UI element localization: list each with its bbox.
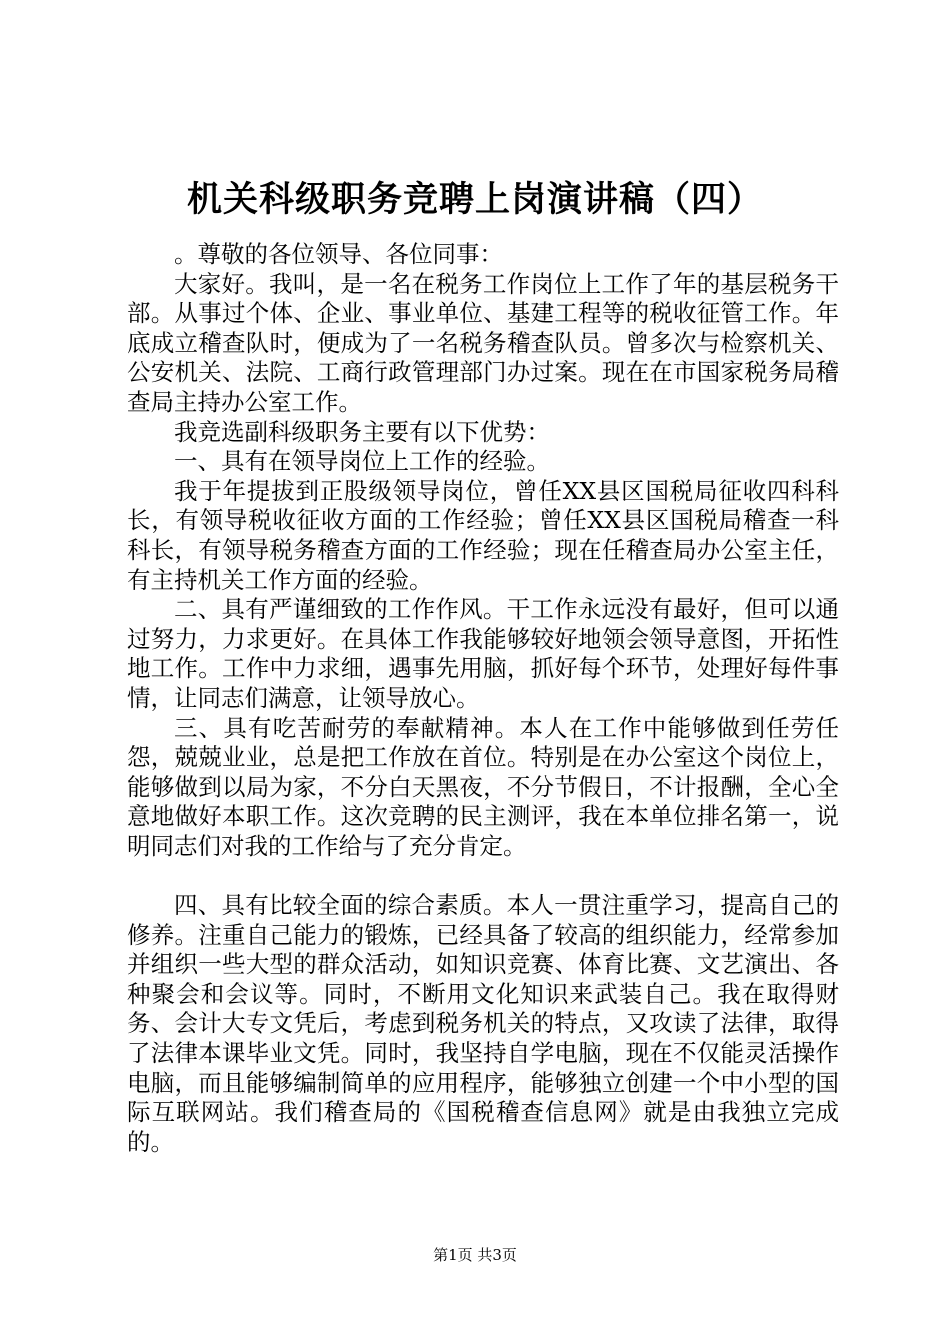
greeting-paragraph: 。尊敬的各位领导、各位同事：	[174, 240, 503, 268]
advantage-two-paragraph: 二、具有严谨细致的工作作风。干工作永远没有最好，但可以通过努力，力求更好。在具体工作我能够较好地领会领导意图，开拓性地工作。工作中力求细，遇事先用脑，抓好每个环节，处理好每件事情，让同志们满意，让领导放心。	[127, 595, 839, 712]
advantage-four-paragraph: 四、具有比较全面的综合素质。本人一贯注重学习，提高自己的修养。注重自己能力的锻炼，已经具备了较高的组织能力，经常参加并组织一些大型的群众活动，如知识竞赛、体育比赛、文艺演出、各种聚会和会议等。同时，不断用文化知识来武装自己。我在取得财务、会计大专文凭后，考虑到税务机关的特点，又攻读了法律，取得了法律本课毕业文凭。同时，我坚持自学电脑，现在不仅能灵活操作电脑，而且能够编制简单的应用程序，能够独立创建一个中小型的国际互联网站。我们稽查局的《国税稽查信息网》就是由我独立完成的。	[127, 891, 839, 1156]
advantage-three-paragraph: 三、具有吃苦耐劳的奉献精神。本人在工作中能够做到任劳任怨，兢兢业业，总是把工作放在首位。特别是在办公室这个岗位上，能够做到以局为家，不分白天黑夜，不分节假日，不计报酬，全心全意地做好本职工作。这次竞聘的民主测评，我在本单位排名第一，说明同志们对我的工作给与了充分肯定。	[127, 713, 839, 860]
advantage-one-heading: 一、具有在领导岗位上工作的经验。	[174, 447, 550, 476]
document-title: 机关科级职务竞聘上岗演讲稿（四）	[186, 179, 763, 220]
intro-paragraph: 大家好。我叫，是一名在税务工作岗位上工作了年的基层税务干部。从事过个体、企业、事业单位、基建工程等的税收征管工作。年底成立稽查队时，便成为了一名税务稽查队员。曾多次与检察机关、公安机关、法院、工商行政管理部门办过案。现在在市国家税务局稽查局主持办公室工作。	[127, 269, 839, 416]
advantages-intro-paragraph: 我竞选副科级职务主要有以下优势：	[174, 417, 550, 446]
page-footer: 第1页 共3页	[433, 1246, 517, 1264]
advantage-one-paragraph: 我于年提拔到正股级领导岗位，曾任XX县区国税局征收四科科长，有领导税收征收方面的工作经验；曾任XX县区国税局稽查一科科长，有领导税务稽查方面的工作经验；现在任稽查局办公室主任，有主持机关工作方面的经验。	[127, 476, 839, 594]
document-body	[127, 240, 839, 1157]
